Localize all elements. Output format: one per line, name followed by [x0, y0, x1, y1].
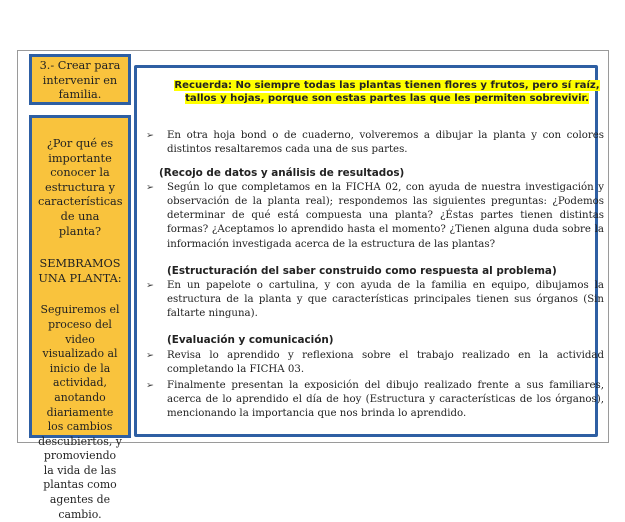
arrow-bullet-icon: ➢	[146, 380, 154, 392]
step-item	[146, 379, 604, 421]
step-item	[146, 279, 604, 321]
guiding-question: ¿Por qué es importante conocer la estructura y características de una planta?	[38, 137, 123, 238]
arrow-bullet-icon: ➢	[146, 130, 154, 141]
step-text: En un papelote o cartulina, y con ayuda de la familia en equipo, dibujamos la estructura de la planta y que características principales tienen sus órganos (Sin faltarte ninguna).	[167, 279, 604, 319]
arrow-bullet-icon: ➢	[146, 349, 154, 361]
step-item	[146, 181, 604, 251]
section-heading-evaluacion: (Evaluación y comunicación)	[167, 333, 334, 346]
side-info-box	[29, 115, 131, 521]
step-text: En otra hoja bond o de cuaderno, volveremos a dibujar la planta y con colores distintos resaltaremos cada una de sus partes.	[167, 130, 604, 156]
step-item	[146, 129, 604, 157]
arrow-bullet-icon: ➢	[146, 182, 154, 194]
activity-title: 3.- Crear para intervenir en familia.	[39, 59, 121, 102]
side-heading: SEMBRAMOS UNA PLANTA:	[38, 257, 122, 285]
section-heading-estructuracion: (Estructuración del saber construido como respuesta al problema)	[167, 264, 557, 277]
section-heading-recojo: (Recojo de datos y análisis de resultados)	[159, 167, 405, 180]
activity-steps	[146, 129, 604, 421]
step-text: Revisa lo aprendido y reflexiona sobre el trabajo realizado en la actividad completando la FICHA 03.	[167, 349, 604, 376]
activity-title-box	[29, 54, 131, 105]
reminder-callout	[171, 79, 603, 105]
step-item	[146, 349, 604, 377]
side-description: Seguiremos el proceso del video visualizado al inicio de la actividad, anotando diariamente los cambios descubiertos, y promoviendo la vida de las plantas como agentes de cambio.	[38, 303, 122, 521]
step-text: Finalmente presentan la exposición del dibujo realizado frente a sus familiares, acerca de lo aprendido el día de hoy (Estructura y características de los órganos), mencionando la importancia que nos brinda lo aprendido.	[167, 380, 604, 420]
arrow-bullet-icon: ➢	[146, 279, 154, 291]
step-text: Según lo que completamos en la FICHA 02, con ayuda de nuestra investigación y observación de la planta real); respondemos las siguientes preguntas: ¿Podemos determinar de qué está compuesta una planta? ¿Éstas partes tienen distintas formas? ¿Aceptamos lo aprendido hasta el momento? ¿Tienen alguna duda sobre la información investigada acerca de la estructura de las plantas?	[167, 182, 604, 250]
reminder-text: Recuerda: No siempre todas las plantas tienen flores y frutos, pero sí raíz, tallos y hojas, porque son estas partes las que les permiten sobrevivir.	[174, 80, 600, 104]
